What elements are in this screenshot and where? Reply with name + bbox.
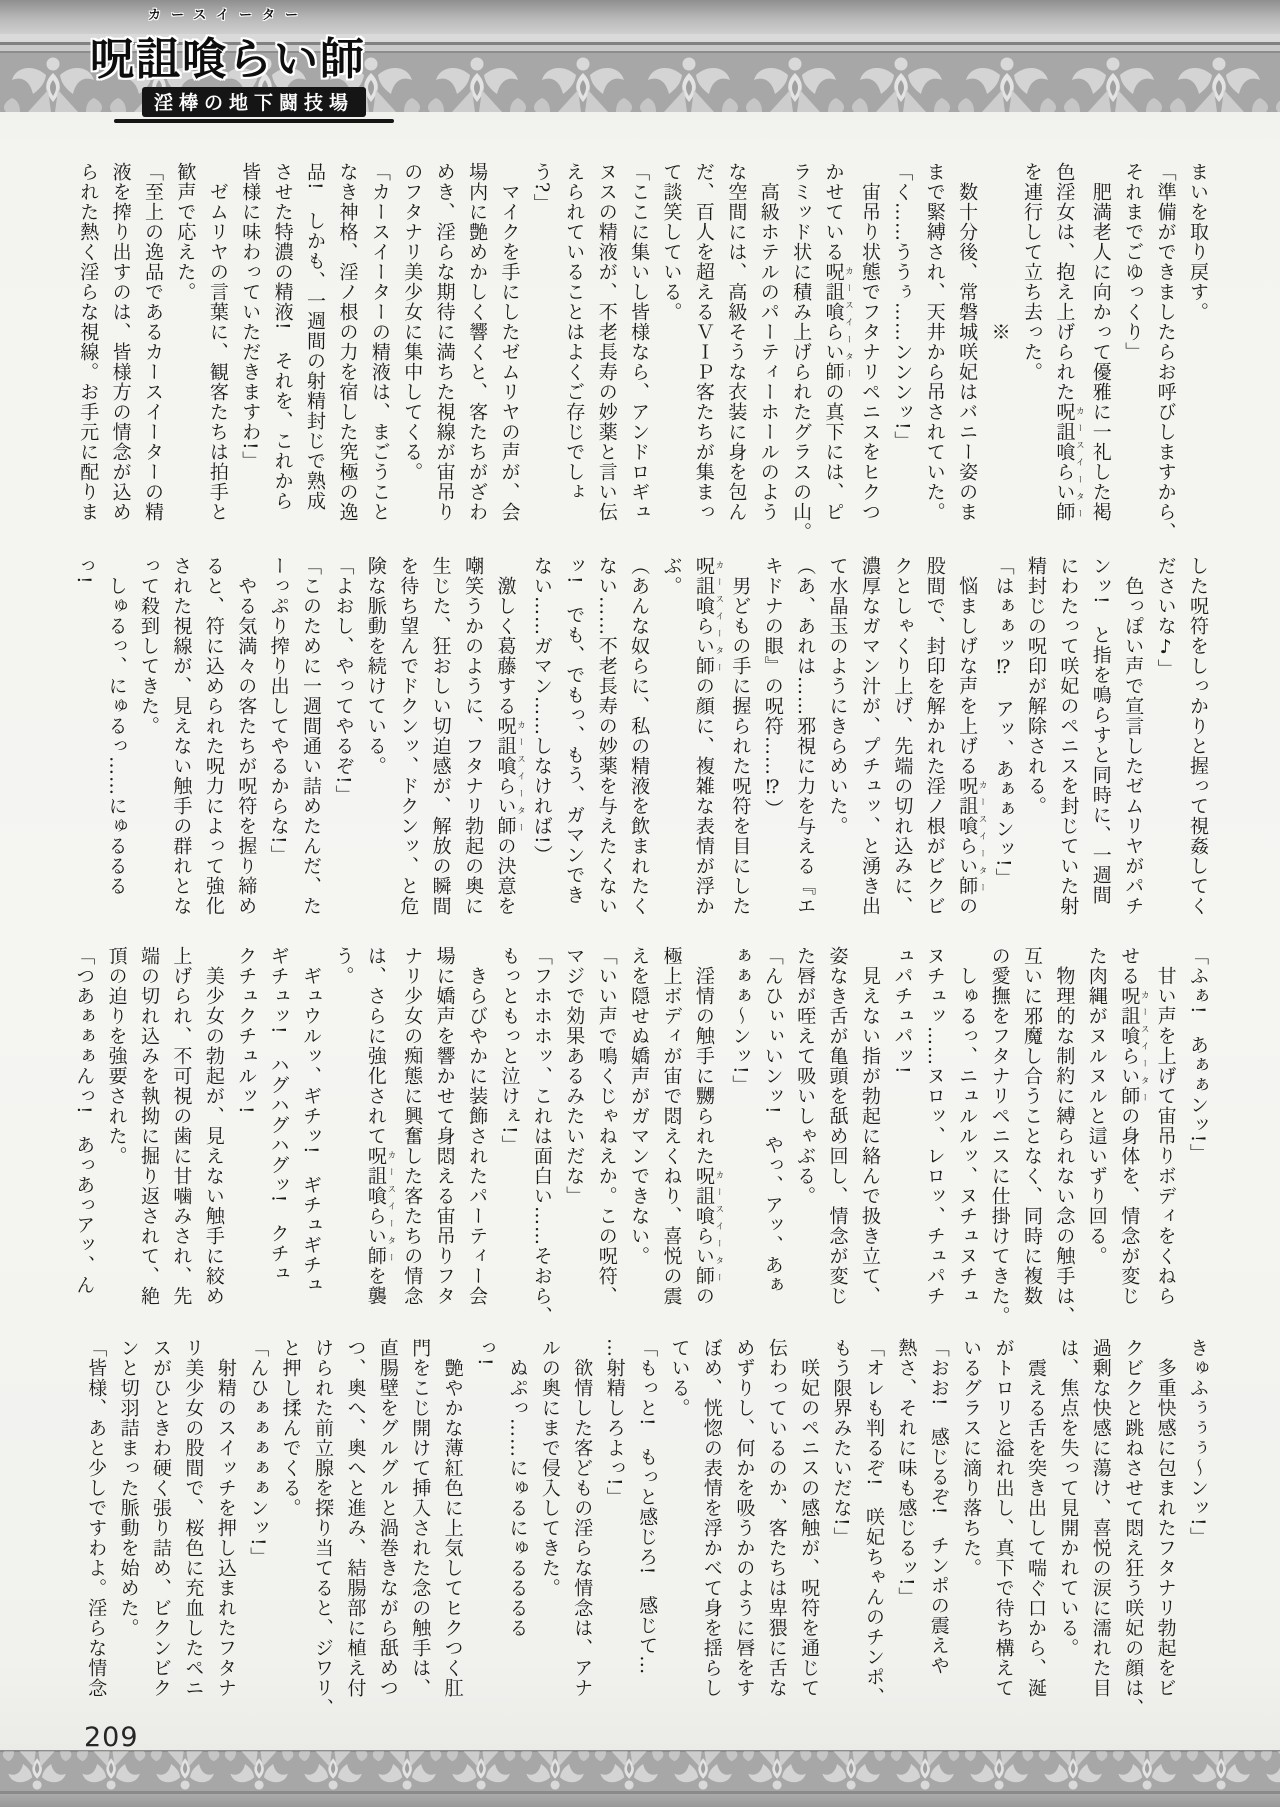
text-column: 「皆様、あと少しですわよ。淫らな情念 — [85, 1338, 108, 1698]
text-column: 生じた、狂おしい切迫感が、解放の瞬間 — [429, 556, 452, 916]
text-column: 端の切れ込みを執拗に掘り返されて、絶 — [138, 946, 160, 1306]
text-column: ンと切羽詰まった脈動を始めた。 — [117, 1338, 140, 1638]
text-column: 「至上の逸品であるカースイーターの精 — [142, 162, 164, 522]
text-column: ぶ。 — [660, 556, 683, 596]
logo-block — [58, 4, 398, 123]
text-column: もっともっと泣けぇ!」 — [498, 946, 521, 1155]
text-column: 射精のスイッチを押し込まれたフタナ — [214, 1338, 237, 1698]
text-column: ナリ少女の痴態に興奮した客たちの情念 — [401, 946, 424, 1306]
text-column: 「つあぁぁぁんっ! あっあっアッ、ん — [73, 946, 96, 1295]
text-column: 呪詛喰らい師 カースイーターの顔に、複雑な表情が浮か — [692, 556, 724, 916]
text-column: は、焦点を失って見開かれている。 — [1057, 1338, 1080, 1658]
text-column: 股間で、封印を解かれた淫ノ根がビクビ — [923, 556, 946, 916]
page-number: 209 — [84, 1722, 139, 1753]
text-column: つ、奥へ、奥へと進み、結腸部に植え付 — [344, 1338, 367, 1698]
text-column: 震える舌を突き出して喘ぐ口から、涎 — [1024, 1338, 1047, 1698]
text-column: ぁぁぁ〜ンッ!」 — [729, 946, 752, 1095]
text-column: 濃厚なガマン汁が、プチュッ、と湧き出 — [858, 556, 881, 916]
text-column: された視線が、見えない触手の群れとな — [170, 556, 193, 916]
text-column: 「いい声で鳴くじゃねえか。この呪符、 — [595, 946, 618, 1306]
text-column: って殺到してきた。 — [138, 556, 160, 736]
text-column: 熱さ、それに味も感じるッ!」 — [895, 1338, 918, 1607]
text-column: …射精しろよっ!」 — [603, 1338, 626, 1507]
text-column: マジで効果あるみたいだな」 — [563, 946, 586, 1206]
text-column: 嘲笑うかのように、フタナリ勃起の奥に — [462, 556, 485, 916]
text-column: 色っぽい声で宣言したゼムリヤがパチ — [1122, 556, 1145, 916]
text-column: 「ふぁ! あぁぁンッ!」 — [1187, 946, 1209, 1164]
text-column: 咲妃のペニスの感触が、呪符を通じて — [798, 1338, 821, 1698]
text-column: 美少女の勃起が、見えない触手に絞め — [202, 946, 225, 1306]
ornamental-border-bottom — [0, 1750, 1280, 1794]
text-column: ない……不老長寿の妙薬を与えたくない — [595, 556, 618, 916]
text-column: ヌスの精液が、不老長寿の妙薬と言い伝 — [595, 162, 618, 522]
text-column: めき、淫らな期待に満ちた視線が宙吊り — [433, 162, 456, 522]
text-column: それまでごゆっくり」 — [1122, 162, 1145, 362]
text-column: 極上ボディが宙で悶えくねり、喜悦の震 — [660, 946, 683, 1306]
text-column: （あんな奴らに、私の精液を飲まれたく — [628, 556, 651, 916]
text-column: 「おお! 感じるぞ! チンポの震えや — [927, 1338, 950, 1676]
text-column: 多重快感に包まれたフタナリ勃起をビ — [1154, 1338, 1177, 1698]
logo-underline — [114, 119, 394, 123]
text-column: ると、符に込められた呪力によって強化 — [202, 556, 225, 916]
text-column: 「ここに集いし皆様なら、アンドロギュ — [628, 162, 651, 522]
text-column: て談笑している。 — [660, 162, 683, 322]
text-column: なき神格、淫ノ根の力を宿した究極の逸 — [336, 162, 359, 522]
text-column: 高級ホテルのパーティーホールのよう — [757, 162, 780, 522]
text-column: 「カースイーターの精液は、まごうこと — [368, 162, 391, 522]
text-column: せる呪詛喰らい師 カースイーターの身体を、情念が変じ — [1118, 946, 1150, 1306]
text-column: キドナの眼』の呪符……⁉） — [761, 556, 784, 819]
text-column: ルの奥にまで侵入してきた。 — [538, 1338, 561, 1598]
text-column: 「このために一週間通い詰めたんだ、た — [300, 556, 323, 916]
text-column: 互いに邪魔し合うことなく、同時に複数 — [1020, 946, 1043, 1306]
logo-subtitle: 淫棒の地下闘技場 — [142, 87, 366, 117]
text-column: 「準備ができましたらお呼びしますから、 — [1154, 162, 1177, 542]
text-column: いるグラスに滴り落ちた。 — [960, 1338, 983, 1578]
text-column: 物理的な制約に縛られない念の触手は、 — [1053, 946, 1076, 1326]
text-column: にわたって咲妃のペニスを封じていた射 — [1057, 556, 1080, 916]
text-column: えられていることはよくご存じでしょ — [563, 162, 586, 502]
text-column: 歓声で応えた。 — [174, 162, 197, 302]
text-band-4 — [80, 1338, 1214, 1718]
text-column: 甘い声を上げて宙吊りボディをくねら — [1154, 946, 1177, 1306]
text-column: ッ! でも、でもっ、もう、ガマンでき — [563, 556, 586, 905]
text-column: 艶やかな薄紅色に上気してヒクつく肛 — [441, 1338, 464, 1698]
text-column: 宙吊り状態でフタナリペニスをヒクつ — [858, 162, 881, 522]
text-column: 悩ましげな声を上げる呪詛喰らい師 カースイーターの — [956, 556, 988, 916]
text-column: 液を搾り出すのは、皆様方の情念が込め — [109, 162, 132, 522]
text-column: やる気満々の客たちが呪符を握り締め — [235, 556, 258, 916]
text-column: た肉縄がヌルヌルと這いずり回る。 — [1085, 946, 1108, 1266]
text-column: を連行して立ち去った。 — [1020, 162, 1043, 382]
text-column: 頂の迫りを強要された。 — [105, 946, 128, 1166]
text-column: えを隠せぬ嬌声がガマンできない。 — [628, 946, 651, 1266]
text-column: られた熱く淫らな視線。お手元に配りま — [77, 162, 100, 522]
text-column: スがひときわ硬く張り詰め、ビクンビク — [150, 1338, 172, 1698]
text-column: ない……ガマン……しなければ!） — [530, 556, 553, 865]
text-column: マイクを手にしたゼムリヤの声が、会 — [498, 162, 521, 522]
text-column: きゅふぅぅぅ〜ンッ!」 — [1187, 1338, 1209, 1547]
text-column: 「もっと! もっと感じろ! 感じて… — [636, 1338, 659, 1676]
text-column: を待ち望んでドクンッ、ドクンッ、と危 — [397, 556, 420, 916]
text-column: 激しく葛藤する呪詛喰らい師 カースイーターの決意を — [494, 556, 526, 916]
logo-subtitle-wrap — [114, 87, 394, 123]
text-column: て水晶玉のようにきらめいた。 — [826, 556, 849, 836]
text-column: きらびやかに装飾されたパーティー会 — [466, 946, 489, 1306]
bottom-gray-strip — [0, 1794, 1280, 1807]
text-column: 精封じの呪印が解除される。 — [1024, 556, 1047, 816]
text-column: させた特濃の精液! それを、これから — [271, 162, 294, 511]
text-column: リ美少女の股間で、桜色に充血したペニ — [182, 1338, 205, 1698]
logo-ruby-text: カースイーター — [147, 8, 309, 23]
text-column: 「んひぃぃいンッ! やっ、アッ、あぁ — [761, 946, 784, 1295]
page-title: 呪詛喰らい師 — [90, 34, 366, 85]
text-column: 伝わっているのか、客たちは卑猥に舌な — [765, 1338, 788, 1698]
text-column: けられた前立腺を探り当てると、ジワリ、 — [312, 1338, 335, 1718]
text-column: ギュウルッ、ギチッ! ギチュギチュ — [300, 946, 323, 1295]
text-column: た唇が咥えて吸いしゃぶる。 — [794, 946, 817, 1206]
text-band-1 — [77, 162, 1214, 542]
text-column: クとしゃくり上げ、先端の切れ込みに、 — [891, 556, 914, 916]
text-column: しゅるっ、にゅるっ……にゅるるる — [105, 556, 128, 896]
text-column: 品! しかも、一週間の射精封じで熟成 — [304, 162, 327, 511]
text-column: ている。 — [668, 1338, 691, 1418]
text-column: 見えない指が勃起に絡んで扱き立て、 — [858, 946, 881, 1306]
text-column: 「く……ううぅ……ンンンッ!」 — [891, 162, 914, 451]
text-column: （あ、あれは……邪視に力を与える『エ — [794, 556, 817, 916]
text-column: めずりし、何かを吸うかのように唇をす — [733, 1338, 756, 1698]
text-column: っ! — [474, 1338, 497, 1367]
text-column: ュパチュパッ! — [891, 946, 914, 1075]
text-column: な空間には、高級そうな衣装に身を包ん — [725, 162, 748, 522]
text-column: 色淫女は、抱え上げられた呪詛喰らい師 カースイーター — [1053, 162, 1085, 522]
text-column: 皆様に味わっていただきますわ!」 — [239, 162, 262, 471]
text-column: 姿なき舌が亀頭を舐め回し、情念が変じ — [826, 946, 849, 1306]
text-column: 男どもの手に握られた呪符を目にした — [729, 556, 752, 916]
text-column: 数十分後、常磐城咲妃はバニー姿のま — [956, 162, 979, 522]
text-column: 上げられ、不可視の歯に甘噛みされ、先 — [170, 946, 193, 1306]
text-column: がトロリと溢れ出し、真下で待ち構えて — [992, 1338, 1015, 1698]
text-column: の愛撫をフタナリペニスに仕掛けてきた。 — [988, 946, 1011, 1326]
text-column: ラミッド状に積み上げられたグラスの山。 — [790, 162, 813, 542]
text-column: クチュクチュルッ! — [235, 946, 258, 1115]
text-column: ぬぷっ……にゅるにゅるるるる — [506, 1338, 529, 1638]
text-band-3 — [73, 946, 1214, 1326]
text-column: ※ — [988, 162, 1011, 342]
text-column: 過剰な快感に蕩け、喜悦の涙に濡れた目 — [1089, 1338, 1112, 1698]
text-column: もう限界みたいだな!」 — [830, 1338, 853, 1547]
text-column: う?」 — [530, 162, 553, 214]
text-column: 直腸壁をグルグルと渦巻きながら舐めつ — [376, 1338, 399, 1698]
text-column: ンッ! と指を鳴らすと同時に、一週間 — [1089, 556, 1112, 905]
text-column: 「オレも判るぞ! 咲妃ちゃんのチンポ、 — [862, 1338, 885, 1707]
text-column: クビクと跳ねさせて悶え狂う咲妃の顔は、 — [1122, 1338, 1145, 1718]
text-column: っ! — [73, 556, 96, 585]
text-column: まいを取り戻す。 — [1187, 162, 1209, 322]
text-column: う。 — [332, 946, 355, 986]
text-band-2 — [73, 556, 1214, 936]
text-column: 「フホホホッ、これは面白い……そおら、 — [530, 946, 553, 1326]
text-column: ゼムリヤの言葉に、観客たちは拍手と — [206, 162, 229, 522]
text-column: 「んひぁぁぁぁぁンッ!」 — [247, 1338, 270, 1567]
text-column: ギチュッ! ハグハグハグッ! クチュ — [267, 946, 290, 1284]
text-column: した呪符をしっかりと握って視姦してく — [1187, 556, 1209, 916]
text-column: 肥満老人に向かって優雅に一礼した褐 — [1089, 162, 1112, 522]
text-column: だ、百人を超えるＶＩＰ客たちが集まっ — [692, 162, 715, 522]
text-column: 険な脈動を続けている。 — [364, 556, 387, 776]
text-column: ぼめ、恍惚の表情を浮かべて身を揺らし — [700, 1338, 723, 1698]
text-column: 場内に艶めかしく響くと、客たちがざわ — [466, 162, 489, 522]
text-column: は、さらに強化されて呪詛喰らい師 カースイーターを襲 — [364, 946, 396, 1306]
text-column: しゅるっ、ニュルルッ、ヌチュヌチュ — [956, 946, 979, 1306]
text-column: 淫情の触手に嬲られた呪詛喰らい師 カースイーターの — [692, 946, 724, 1306]
text-column: ーっぷり搾り出してやるからな!」 — [267, 556, 290, 865]
text-column: 門をこじ開けて挿入された念の触手は、 — [409, 1338, 432, 1698]
text-column: 欲情した客どもの淫らな情念は、アナ — [571, 1338, 594, 1698]
text-column: まで緊縛され、天井から吊されていた。 — [923, 162, 946, 522]
text-column: ださいな♪」 — [1154, 556, 1177, 679]
text-column: かせている呪詛喰らい師 カースイーターの真下には、ピ — [822, 162, 854, 522]
text-column: のフタナリ美少女に集中してくる。 — [401, 162, 424, 482]
text-column: 場に嬌声を響かせて身悶える宙吊りフタ — [433, 946, 456, 1306]
text-column: と押し揉んでくる。 — [279, 1338, 302, 1518]
text-column: 「はぁぁッ⁉ アッ、あぁぁンッ!」 — [992, 556, 1015, 888]
text-column: 「よおし、やってやるぞ!」 — [332, 556, 355, 805]
text-column: ヌチュッ……ヌロッ、レロッ、チュパチ — [923, 946, 946, 1306]
